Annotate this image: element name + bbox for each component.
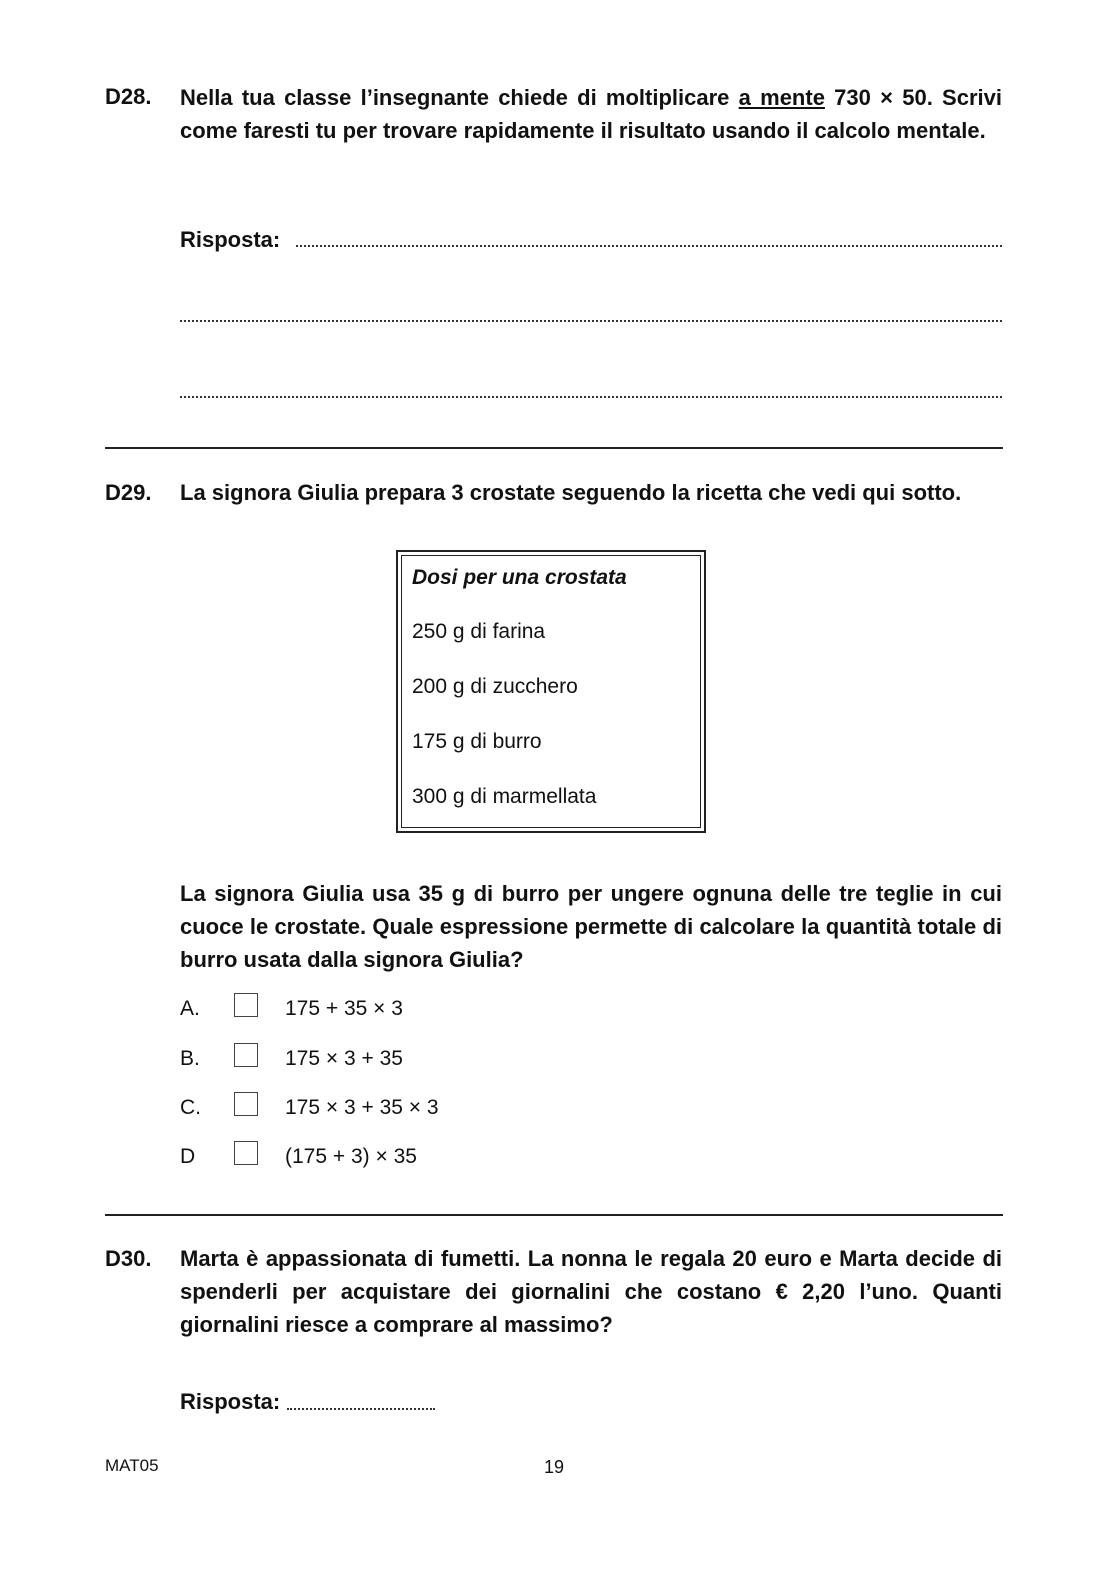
option-letter-b: B. [180, 1047, 200, 1070]
option-checkbox-c[interactable] [234, 1092, 258, 1116]
question-intro-d29: La signora Giulia prepara 3 crostate seguendo la ricetta che vedi qui sotto. [180, 480, 962, 505]
answer-line-d30[interactable] [287, 1408, 435, 1410]
option-letter-c: C. [180, 1096, 201, 1119]
footer-code: MAT05 [105, 1456, 159, 1475]
section-divider [105, 447, 1003, 449]
recipe-title: Dosi per una crostata [412, 566, 627, 589]
recipe-ingredient: 200 g di zucchero [412, 675, 578, 698]
answer-label-d30: Risposta: [180, 1389, 281, 1414]
d28-text-before: Nella tua classe l’insegnante chiede di moltiplicare [180, 85, 739, 110]
recipe-ingredient: 250 g di farina [412, 620, 546, 643]
option-letter-a: A. [180, 997, 200, 1020]
question-number-d28: D28. [105, 84, 152, 109]
answer-line-d28-3[interactable] [180, 396, 1002, 398]
question-text-d29: La signora Giulia usa 35 g di burro per ungere ognuna delle tre teglie in cui cuoce le crostate. Quale espressione permette di calcolare la quantità totale di burro usata dalla signora Giulia? [180, 881, 1002, 972]
answer-line-d28-2[interactable] [180, 320, 1002, 322]
option-checkbox-d[interactable] [234, 1141, 258, 1165]
option-letter-d: D [180, 1145, 196, 1168]
recipe-ingredient: 175 g di burro [412, 730, 542, 753]
recipe-ingredient: 300 g di marmellata [412, 785, 597, 808]
d28-text-after: 730 × 50. Scrivi come faresti tu per trovare rapidamente il risultato usando il calcolo mentale. [180, 85, 1002, 143]
recipe-box [396, 550, 706, 833]
option-expression-d: (175 + 3) × 35 [285, 1145, 417, 1168]
question-number-d29: D29. [105, 480, 152, 505]
option-expression-b: 175 × 3 + 35 [285, 1047, 403, 1070]
answer-label-d28: Risposta: [180, 227, 281, 252]
question-text-d28 [180, 81, 1002, 147]
option-expression-c: 175 × 3 + 35 × 3 [285, 1096, 439, 1119]
option-checkbox-b[interactable] [234, 1043, 258, 1067]
section-divider [105, 1214, 1003, 1216]
answer-line-d28-1[interactable] [296, 245, 1002, 247]
option-expression-a: 175 + 35 × 3 [285, 997, 403, 1020]
d28-text-underlined: a mente [738, 85, 825, 110]
question-number-d30: D30. [105, 1246, 152, 1271]
option-checkbox-a[interactable] [234, 993, 258, 1017]
page-number: 19 [544, 1457, 565, 1477]
question-text-d30: Marta è appassionata di fumetti. La nonna le regala 20 euro e Marta decide di spenderli per acquistare dei giornalini che costano € 2,20 l’uno. Quanti giornalini riesce a comprare al massimo? [180, 1246, 1002, 1337]
